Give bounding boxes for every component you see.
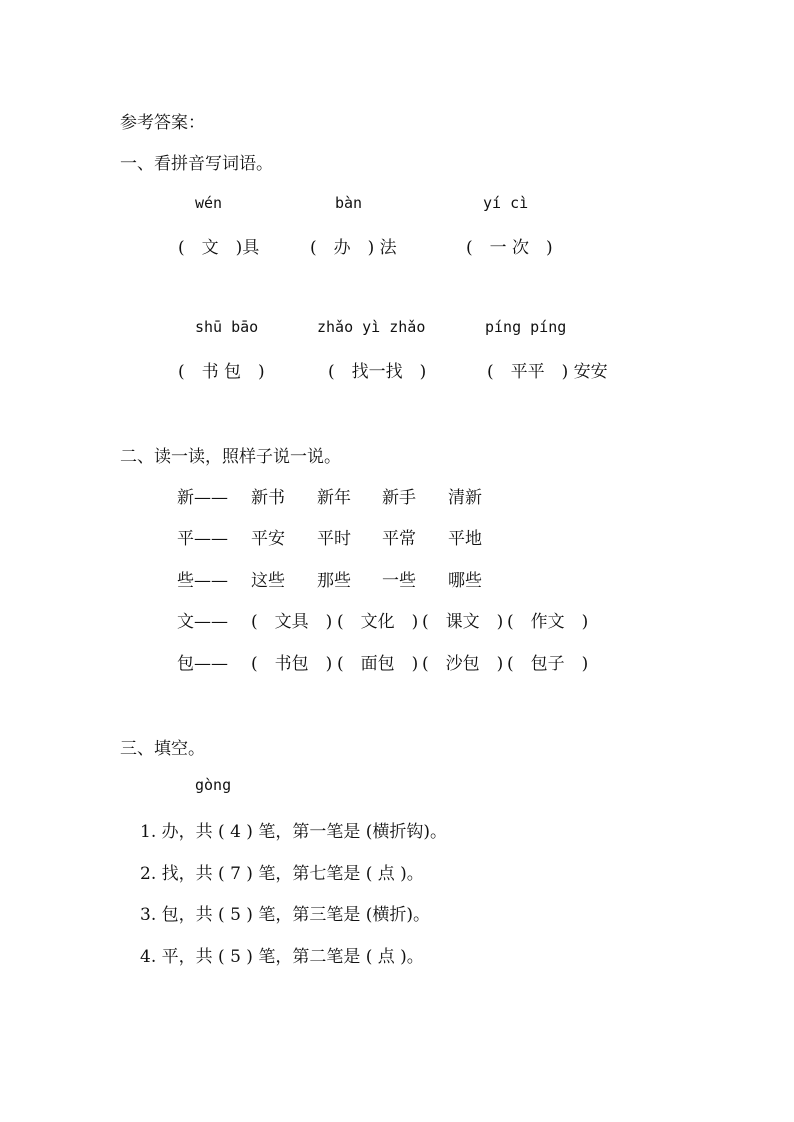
answer-zhaoyizhao: ( 找一找 ) xyxy=(328,362,427,382)
pinyin-gong: gòng xyxy=(195,776,232,794)
word: 哪些 xyxy=(448,571,482,591)
word: 这些 xyxy=(251,571,285,591)
row-head: 些—— xyxy=(177,571,228,591)
fill-item-2: 2. 找，共 ( 7 ) 笔，第七笔是 ( 点 )。 xyxy=(140,864,424,884)
row-head: 平—— xyxy=(177,529,228,549)
word: 新手 xyxy=(382,488,416,508)
answer-pingping-anan: ( 平平 ) 安安 xyxy=(487,362,608,382)
answer-wenju: ( 文 )具 xyxy=(178,238,260,258)
answer-banfa: ( 办 ) 法 xyxy=(310,238,397,258)
answer-word: ( 书包 ) xyxy=(251,654,333,674)
word: 清新 xyxy=(448,488,482,508)
answer-word: ( 文化 ) xyxy=(337,612,419,632)
row-head: 包—— xyxy=(177,654,228,674)
fill-item-3: 3. 包，共 ( 5 ) 笔，第三笔是 (横折)。 xyxy=(140,905,430,925)
answer-yici: ( 一 次 ) xyxy=(466,238,553,258)
word: 平安 xyxy=(251,529,285,549)
fill-item-4: 4. 平，共 ( 5 ) 笔，第二笔是 ( 点 )。 xyxy=(140,947,424,967)
pinyin-yici: yí cì xyxy=(483,194,529,212)
pinyin-pingping: píng píng xyxy=(485,318,567,336)
section-2-heading: 二、读一读，照样子说一说。 xyxy=(120,447,341,467)
answer-shubao: ( 书 包 ) xyxy=(178,362,265,382)
fill-item-1: 1. 办，共 ( 4 ) 笔，第一笔是 (横折钩)。 xyxy=(140,822,447,842)
section-3-heading: 三、填空。 xyxy=(120,739,205,759)
row-head: 新—— xyxy=(177,488,228,508)
word: 平时 xyxy=(317,529,351,549)
word: 一些 xyxy=(382,571,416,591)
word: 新书 xyxy=(251,488,285,508)
word: 那些 xyxy=(317,571,351,591)
row-head: 文—— xyxy=(177,612,228,632)
pinyin-wen: wén xyxy=(195,194,223,212)
section-1-heading: 一、看拼音写词语。 xyxy=(120,154,273,174)
answer-word: ( 包子 ) xyxy=(507,654,589,674)
pinyin-shubao: shū bāo xyxy=(195,318,259,336)
word: 平常 xyxy=(382,529,416,549)
pinyin-zhaoyizhao: zhǎo yì zhǎo xyxy=(317,318,426,336)
page-title: 参考答案： xyxy=(120,113,205,133)
answer-word: ( 课文 ) xyxy=(422,612,504,632)
word: 新年 xyxy=(317,488,351,508)
word: 平地 xyxy=(448,529,482,549)
pinyin-ban: bàn xyxy=(335,194,363,212)
answer-word: ( 文具 ) xyxy=(251,612,333,632)
answer-word: ( 作文 ) xyxy=(507,612,589,632)
answer-word: ( 面包 ) xyxy=(337,654,419,674)
answer-word: ( 沙包 ) xyxy=(422,654,504,674)
